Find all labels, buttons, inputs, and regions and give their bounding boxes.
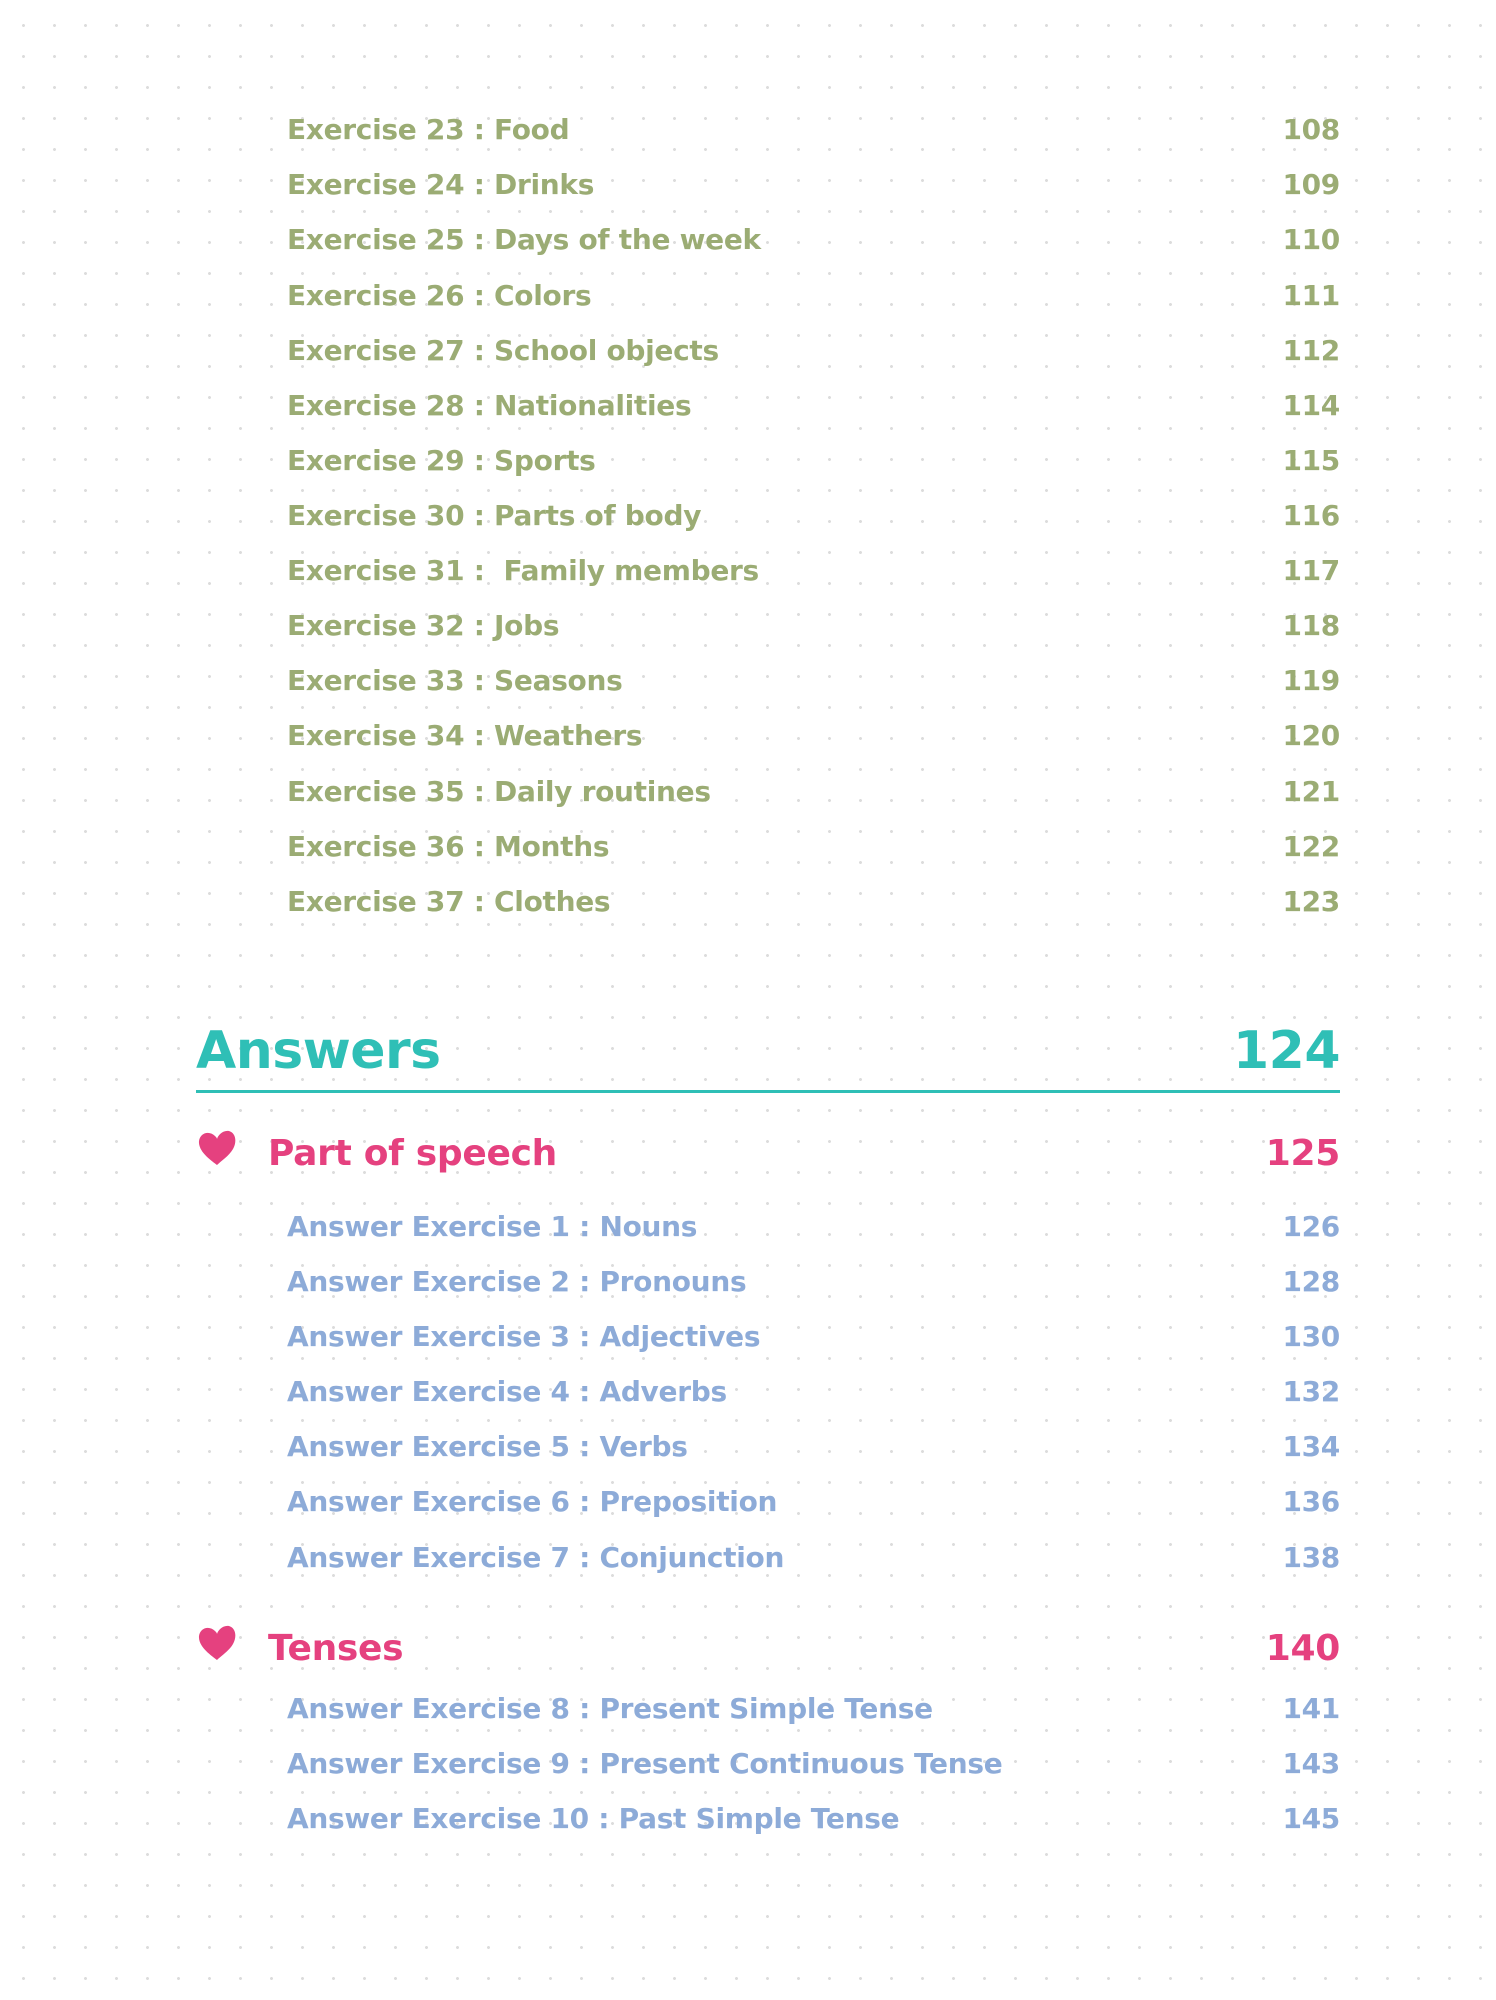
- toc-entry-exercise-35[interactable]: [287, 769, 1340, 813]
- toc-entry-exercise-23[interactable]: [287, 107, 1340, 151]
- entry-page: 143: [1282, 1746, 1340, 1780]
- section-title: Answers: [196, 1021, 441, 1081]
- toc-entry-answer-2[interactable]: [287, 1259, 1340, 1303]
- toc-entry-answer-8[interactable]: [287, 1686, 1340, 1730]
- entry-page: 145: [1282, 1801, 1340, 1835]
- toc-entry-exercise-33[interactable]: [287, 658, 1340, 702]
- entry-page: 121: [1282, 774, 1340, 808]
- toc-entry-answer-6[interactable]: [287, 1479, 1340, 1523]
- section-page: 124: [1232, 1021, 1340, 1081]
- toc-entry-exercise-26[interactable]: [287, 273, 1340, 317]
- entry-label: Answer Exercise 5 : Verbs: [287, 1429, 688, 1463]
- answers-section-heading[interactable]: [196, 1016, 1340, 1086]
- part-page: 140: [1265, 1627, 1340, 1669]
- entry-page: 130: [1282, 1319, 1340, 1353]
- toc-entry-answer-3[interactable]: [287, 1314, 1340, 1358]
- entry-page: 115: [1282, 443, 1340, 477]
- entry-page: 128: [1282, 1264, 1340, 1298]
- part-of-speech-heading[interactable]: [196, 1125, 1340, 1181]
- entry-page: 134: [1282, 1429, 1340, 1463]
- entry-label: Exercise 33 : Seasons: [287, 663, 623, 697]
- toc-entry-exercise-32[interactable]: [287, 603, 1340, 647]
- entry-page: 116: [1282, 498, 1340, 532]
- part-title: Tenses: [268, 1627, 404, 1669]
- entry-label: Exercise 27 : School objects: [287, 333, 719, 367]
- entry-label: Exercise 32 : Jobs: [287, 608, 560, 642]
- toc-entry-exercise-28[interactable]: [287, 383, 1340, 427]
- entry-label: Answer Exercise 4 : Adverbs: [287, 1374, 727, 1408]
- entry-page: 111: [1282, 278, 1340, 312]
- entry-page: 132: [1282, 1374, 1340, 1408]
- entry-label: Exercise 26 : Colors: [287, 278, 592, 312]
- toc-entry-answer-4[interactable]: [287, 1369, 1340, 1413]
- entry-page: 118: [1282, 608, 1340, 642]
- entry-label: Exercise 30 : Parts of body: [287, 498, 702, 532]
- toc-entry-answer-9[interactable]: [287, 1741, 1340, 1785]
- entry-label: Answer Exercise 9 : Present Continuous Tense: [287, 1746, 1003, 1780]
- toc-entry-answer-5[interactable]: [287, 1424, 1340, 1468]
- section-divider: [196, 1090, 1340, 1093]
- heart-icon: [196, 1128, 238, 1170]
- entry-page: 110: [1282, 222, 1340, 256]
- entry-label: Exercise 28 : Nationalities: [287, 388, 692, 422]
- entry-label: Exercise 31 : Family members: [287, 553, 759, 587]
- entry-label: Exercise 37 : Clothes: [287, 884, 611, 918]
- toc-entry-answer-10[interactable]: [287, 1796, 1340, 1840]
- entry-label: Answer Exercise 8 : Present Simple Tense: [287, 1691, 933, 1725]
- entry-page: 119: [1282, 663, 1340, 697]
- entry-label: Exercise 23 : Food: [287, 112, 570, 146]
- entry-label: Exercise 24 : Drinks: [287, 167, 595, 201]
- entry-page: 126: [1282, 1209, 1340, 1243]
- entry-page: 117: [1282, 553, 1340, 587]
- part-page: 125: [1265, 1132, 1340, 1174]
- tenses-heading[interactable]: [196, 1620, 1340, 1676]
- entry-label: Answer Exercise 1 : Nouns: [287, 1209, 698, 1243]
- toc-entry-exercise-25[interactable]: [287, 217, 1340, 261]
- entry-label: Answer Exercise 6 : Preposition: [287, 1484, 778, 1518]
- toc-entry-exercise-36[interactable]: [287, 824, 1340, 868]
- entry-page: 123: [1282, 884, 1340, 918]
- toc-entry-exercise-30[interactable]: [287, 493, 1340, 537]
- entry-label: Answer Exercise 10 : Past Simple Tense: [287, 1801, 900, 1835]
- toc-entry-answer-1[interactable]: [287, 1204, 1340, 1248]
- toc-entry-exercise-37[interactable]: [287, 879, 1340, 923]
- entry-page: 108: [1282, 112, 1340, 146]
- entry-page: 122: [1282, 829, 1340, 863]
- entry-page: 112: [1282, 333, 1340, 367]
- entry-label: Exercise 29 : Sports: [287, 443, 596, 477]
- entry-page: 136: [1282, 1484, 1340, 1518]
- toc-entry-exercise-31[interactable]: [287, 548, 1340, 592]
- entry-label: Exercise 35 : Daily routines: [287, 774, 711, 808]
- toc-entry-exercise-29[interactable]: [287, 438, 1340, 482]
- entry-page: 138: [1282, 1540, 1340, 1574]
- entry-label: Exercise 25 : Days of the week: [287, 222, 761, 256]
- heart-icon: [196, 1623, 238, 1665]
- part-title: Part of speech: [268, 1132, 557, 1174]
- entry-label: Answer Exercise 3 : Adjectives: [287, 1319, 761, 1353]
- entry-label: Exercise 36 : Months: [287, 829, 610, 863]
- toc-entry-exercise-34[interactable]: [287, 713, 1340, 757]
- entry-page: 120: [1282, 718, 1340, 752]
- toc-entry-exercise-27[interactable]: [287, 328, 1340, 372]
- toc-entry-exercise-24[interactable]: [287, 162, 1340, 206]
- entry-page: 109: [1282, 167, 1340, 201]
- entry-label: Answer Exercise 7 : Conjunction: [287, 1540, 785, 1574]
- entry-page: 114: [1282, 388, 1340, 422]
- toc-entry-answer-7[interactable]: [287, 1535, 1340, 1579]
- entry-label: Exercise 34 : Weathers: [287, 718, 643, 752]
- entry-page: 141: [1282, 1691, 1340, 1725]
- entry-label: Answer Exercise 2 : Pronouns: [287, 1264, 747, 1298]
